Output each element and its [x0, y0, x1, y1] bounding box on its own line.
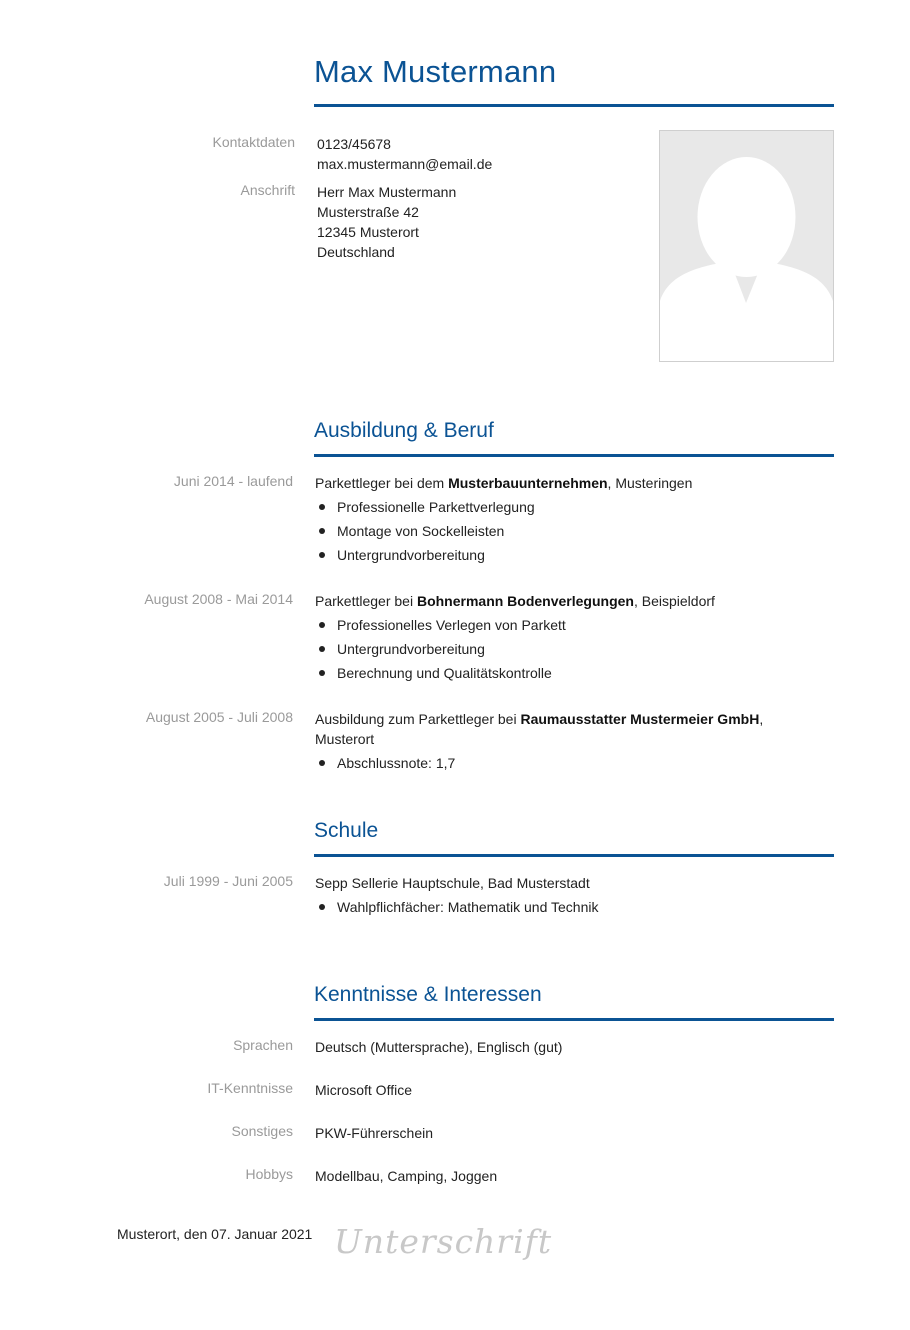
- list-item: Professionelle Parkettverlegung: [314, 495, 535, 519]
- person-silhouette-icon: [660, 131, 833, 361]
- entry-date: Juni 2014 - laufend: [173, 473, 293, 489]
- entry-bullets: [314, 895, 598, 919]
- entry-title: Ausbildung zum Parkettleger bei Raumausstatter Mustermeier GmbH,: [315, 711, 764, 727]
- section-title-school: Schule: [314, 819, 379, 842]
- skill-value: Microsoft Office: [315, 1082, 412, 1098]
- section-title-skills: Kenntnisse & Interessen: [314, 983, 542, 1006]
- entry-date: Juli 1999 - Juni 2005: [163, 873, 293, 889]
- entry-title: Parkettleger bei dem Musterbauunternehmen, Musteringen: [315, 475, 693, 491]
- skill-label: Sonstiges: [231, 1123, 293, 1139]
- entry-date: August 2008 - Mai 2014: [144, 591, 293, 607]
- entry-title: Sepp Sellerie Hauptschule, Bad Musterstadt: [315, 875, 590, 891]
- entry-bullets: [314, 495, 535, 567]
- list-item: Berechnung und Qualitätskontrolle: [314, 661, 566, 685]
- cv-name: Max Mustermann: [314, 54, 557, 89]
- skill-label: IT-Kenntnisse: [207, 1080, 293, 1096]
- entry-bullets: [314, 751, 455, 775]
- address-line: Deutschland: [317, 244, 395, 260]
- skill-label: Sprachen: [233, 1037, 293, 1053]
- list-item: Professionelles Verlegen von Parkett: [314, 613, 566, 637]
- skill-value: PKW-Führerschein: [315, 1125, 434, 1141]
- address-line: Musterstraße 42: [317, 204, 419, 220]
- entry-title-cont: Musterort: [315, 731, 375, 747]
- skill-value: Deutsch (Muttersprache), Englisch (gut): [315, 1039, 563, 1055]
- section-rule: [314, 454, 834, 457]
- phone: 0123/45678: [317, 136, 391, 152]
- address-line: 12345 Musterort: [317, 224, 419, 240]
- section-title-career: Ausbildung & Beruf: [314, 419, 494, 442]
- list-item: Abschlussnote: 1,7: [314, 751, 455, 775]
- list-item: Wahlpflichfächer: Mathematik und Technik: [314, 895, 598, 919]
- skill-value: Modellbau, Camping, Joggen: [315, 1168, 498, 1184]
- company-name: Bohnermann Bodenverlegungen: [416, 593, 634, 609]
- skill-label: Hobbys: [245, 1166, 293, 1182]
- section-rule: [314, 1018, 834, 1021]
- company-name: Raumausstatter Mustermeier GmbH: [520, 711, 760, 727]
- entry-title: Parkettleger bei Bohnermann Bodenverlegungen, Beispieldorf: [315, 593, 715, 609]
- place-date: Musterort, den 07. Januar 2021: [117, 1226, 313, 1242]
- address-label: Anschrift: [240, 182, 295, 198]
- entry-bullets: [314, 613, 566, 685]
- contact-label: Kontaktdaten: [212, 134, 295, 150]
- section-rule: [314, 854, 834, 857]
- email: max.mustermann@email.de: [317, 156, 493, 172]
- profile-photo: [659, 130, 834, 362]
- entry-date: August 2005 - Juli 2008: [145, 709, 293, 725]
- header-rule: [314, 104, 834, 107]
- address-line: Herr Max Mustermann: [317, 184, 457, 200]
- list-item: Untergrundvorbereitung: [314, 637, 566, 661]
- signature: Unterschrift: [334, 1222, 553, 1261]
- company-name: Musterbauunternehmen: [448, 475, 608, 491]
- list-item: Untergrundvorbereitung: [314, 543, 535, 567]
- list-item: Montage von Sockelleisten: [314, 519, 535, 543]
